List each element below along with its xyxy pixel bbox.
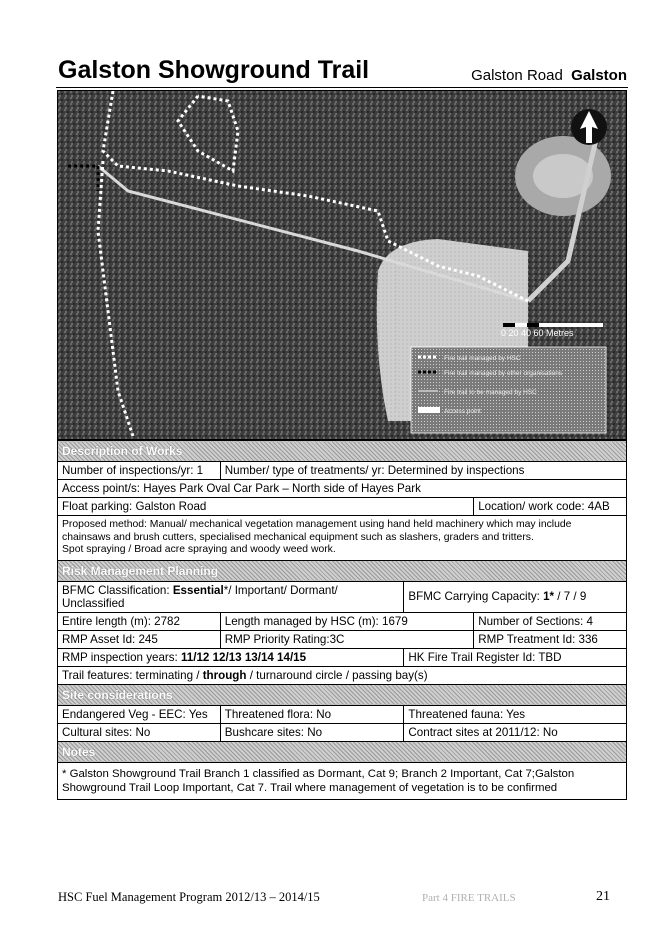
capacity-value: 1* [543, 590, 555, 603]
priority-rating-cell: RMP Priority Rating:3C [220, 630, 473, 648]
map-scale-label: 0 20 40 60 Metres [501, 328, 574, 338]
section-header-row [58, 741, 627, 762]
table-row [58, 648, 627, 666]
table-row [58, 723, 627, 741]
table-row [58, 480, 627, 498]
inspection-years-value: 11/12 12/13 13/14 14/15 [181, 650, 307, 664]
capacity-options: / 7 / 9 [554, 590, 587, 603]
features-label: Trail features: terminating / [62, 668, 203, 682]
access-points-cell: Access point/s: Hayes Park Oval Car Park – North side of Hayes Park [58, 480, 627, 498]
float-parking-cell: Float parking: Galston Road [58, 498, 474, 516]
inspection-years-label: RMP inspection years: [62, 650, 181, 664]
table-row [58, 762, 627, 799]
location-code-cell: Location/ work code: 4AB [474, 498, 627, 516]
sections-count-cell: Number of Sections: 4 [474, 612, 627, 630]
road-name: Galston Road [471, 67, 563, 84]
capacity-label: BFMC Carrying Capacity: [408, 590, 544, 603]
map-graphic [58, 91, 626, 439]
proposed-method-cell [58, 516, 627, 561]
classification-value: Essential [172, 583, 224, 597]
threatened-fauna-cell: Threatened fauna: Yes [404, 705, 627, 723]
section-site-considerations: Site considerations [58, 684, 627, 705]
register-id-cell: HK Fire Trail Register Id: TBD [404, 648, 627, 666]
page-number: 21 [596, 889, 610, 904]
section-notes: Notes [58, 741, 627, 762]
legend-item-2: Fire trail managed by other organisations [444, 370, 563, 377]
carrying-capacity-cell [404, 581, 627, 612]
threatened-flora-cell: Threatened flora: No [220, 705, 404, 723]
proposed-method-text: Proposed method: Manual/ mechanical vegetation management using hand held machinery which may include chainsaws and brush cutters, specialised mechanical equipment such as slashers, graders and tritters. [62, 519, 572, 543]
inspections-cell: Number of inspections/yr: 1 [58, 462, 221, 480]
spot-spraying-text: Spot spraying / Broad acre spraying and woody weed work. [62, 544, 336, 555]
length-managed-cell: Length managed by HSC (m): 1679 [220, 612, 473, 630]
suburb-name: Galston [571, 67, 627, 84]
table-row [58, 612, 627, 630]
section-header-row [58, 684, 627, 705]
section-header-row [58, 560, 627, 581]
footer-program: HSC Fuel Management Program 2012/13 – 2014/15 [58, 890, 320, 904]
table-row [58, 581, 627, 612]
features-options: / turnaround circle / passing bay(s) [246, 668, 428, 682]
asset-id-cell: RMP Asset Id: 245 [58, 630, 221, 648]
bushcare-sites-cell: Bushcare sites: No [220, 723, 404, 741]
title-rule [56, 87, 628, 88]
table-row [58, 498, 627, 516]
features-value: through [202, 668, 247, 682]
section-header-row [58, 441, 627, 462]
contract-sites-cell: Contract sites at 2011/12: No [404, 723, 627, 741]
classification-label: BFMC Classification: [62, 583, 173, 597]
trail-features-cell [58, 666, 627, 684]
trail-details-table [57, 440, 627, 800]
classification-options: */ Important/ Dormant/ Unclassified [62, 583, 338, 610]
treatment-id-cell: RMP Treatment Id: 336 [474, 630, 627, 648]
aerial-map [57, 90, 627, 440]
table-row [58, 630, 627, 648]
table-row [58, 666, 627, 684]
entire-length-cell: Entire length (m): 2782 [58, 612, 221, 630]
table-row [58, 705, 627, 723]
legend-item-3: Fire trail to be managed by HSC [444, 389, 537, 396]
section-risk-management: Risk Management Planning [58, 560, 627, 581]
location-header [471, 67, 627, 84]
legend-item-1: Fire trail managed by HSC [444, 355, 521, 362]
legend-item-4: Access point [444, 408, 481, 415]
table-row [58, 516, 627, 561]
inspection-years-cell [58, 648, 404, 666]
cultural-sites-cell: Cultural sites: No [58, 723, 221, 741]
table-row [58, 462, 627, 480]
footer-part: Part 4 FIRE TRAILS [422, 892, 516, 904]
endangered-veg-cell: Endangered Veg - EEC: Yes [58, 705, 221, 723]
bfmc-classification-cell [58, 581, 404, 612]
notes-cell: * Galston Showground Trail Branch 1 classified as Dormant, Cat 9; Branch 2 Important, Cat 7;Galston Showground Trail Loop Important, Cat 7. Trail where management of vegetation is to be confirmed [58, 762, 627, 799]
treatments-cell: Number/ type of treatments/ yr: Determined by inspections [220, 462, 626, 480]
page-title: Galston Showground Trail [58, 56, 370, 84]
section-description-works: Description of Works [58, 441, 627, 462]
